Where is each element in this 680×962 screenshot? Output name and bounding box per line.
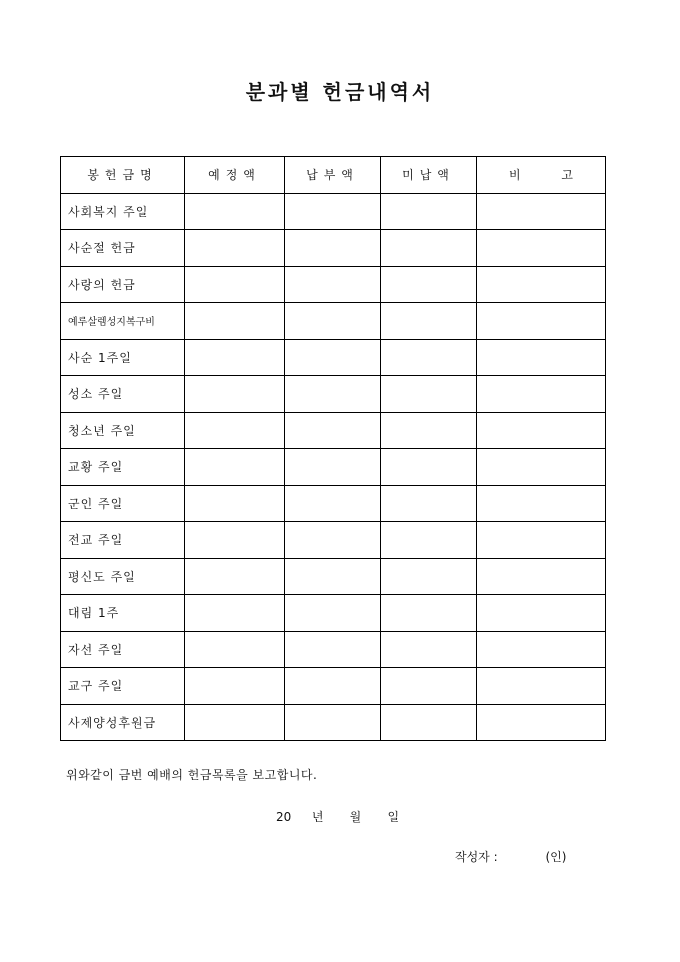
unpaid-cell[interactable] xyxy=(381,668,477,705)
remark-cell[interactable] xyxy=(477,668,606,705)
paid-cell[interactable] xyxy=(285,595,381,632)
header-remarks-left: 비 xyxy=(509,168,521,183)
table-row xyxy=(61,376,606,413)
planned-cell[interactable] xyxy=(185,266,285,303)
writer-line xyxy=(455,848,566,865)
header-remarks-right: 고 xyxy=(561,168,573,183)
table-row xyxy=(61,230,606,267)
table-row xyxy=(61,485,606,522)
planned-cell[interactable] xyxy=(185,412,285,449)
planned-cell[interactable] xyxy=(185,485,285,522)
planned-cell[interactable] xyxy=(185,303,285,340)
unpaid-cell[interactable] xyxy=(381,266,477,303)
unpaid-cell[interactable] xyxy=(381,558,477,595)
unpaid-cell[interactable] xyxy=(381,193,477,230)
paid-cell[interactable] xyxy=(285,668,381,705)
paid-cell[interactable] xyxy=(285,522,381,559)
unpaid-cell[interactable] xyxy=(381,522,477,559)
remark-cell[interactable] xyxy=(477,631,606,668)
table-row xyxy=(61,449,606,486)
offering-name: 대림 1주 xyxy=(61,595,185,632)
planned-cell[interactable] xyxy=(185,631,285,668)
offering-name: 청소년 주일 xyxy=(61,412,185,449)
planned-cell[interactable] xyxy=(185,595,285,632)
remark-cell[interactable] xyxy=(477,449,606,486)
planned-cell[interactable] xyxy=(185,558,285,595)
remark-cell[interactable] xyxy=(477,193,606,230)
table-row xyxy=(61,704,606,741)
seal-mark: (인) xyxy=(545,850,567,864)
offering-name: 군인 주일 xyxy=(61,485,185,522)
table-row xyxy=(61,339,606,376)
offering-name: 사제양성후원금 xyxy=(61,704,185,741)
planned-cell[interactable] xyxy=(185,704,285,741)
remark-cell[interactable] xyxy=(477,595,606,632)
paid-cell[interactable] xyxy=(285,230,381,267)
paid-cell[interactable] xyxy=(285,485,381,522)
remark-cell[interactable] xyxy=(477,303,606,340)
remark-cell[interactable] xyxy=(477,558,606,595)
table-row xyxy=(61,193,606,230)
paid-cell[interactable] xyxy=(285,558,381,595)
table-row xyxy=(61,303,606,340)
offering-name: 사순 1주일 xyxy=(61,339,185,376)
header-planned-amount: 예정액 xyxy=(185,157,285,194)
unpaid-cell[interactable] xyxy=(381,230,477,267)
unpaid-cell[interactable] xyxy=(381,485,477,522)
remark-cell[interactable] xyxy=(477,230,606,267)
remark-cell[interactable] xyxy=(477,704,606,741)
paid-cell[interactable] xyxy=(285,449,381,486)
remark-cell[interactable] xyxy=(477,266,606,303)
paid-cell[interactable] xyxy=(285,631,381,668)
paid-cell[interactable] xyxy=(285,266,381,303)
offering-name: 예루살렘성지복구비 xyxy=(61,303,185,340)
offering-name: 전교 주일 xyxy=(61,522,185,559)
paid-cell[interactable] xyxy=(285,339,381,376)
date-month-label: 월 xyxy=(349,810,362,824)
paid-cell[interactable] xyxy=(285,704,381,741)
remark-cell[interactable] xyxy=(477,339,606,376)
planned-cell[interactable] xyxy=(185,668,285,705)
unpaid-cell[interactable] xyxy=(381,595,477,632)
table-row xyxy=(61,558,606,595)
unpaid-cell[interactable] xyxy=(381,631,477,668)
unpaid-cell[interactable] xyxy=(381,303,477,340)
table-row xyxy=(61,266,606,303)
planned-cell[interactable] xyxy=(185,230,285,267)
date-year-label: 년 xyxy=(311,810,324,824)
offering-name: 사랑의 헌금 xyxy=(61,266,185,303)
planned-cell[interactable] xyxy=(185,339,285,376)
table-row xyxy=(61,595,606,632)
document-title: 분과별 헌금내역서 xyxy=(245,80,435,104)
offering-name: 교구 주일 xyxy=(61,668,185,705)
paid-cell[interactable] xyxy=(285,303,381,340)
planned-cell[interactable] xyxy=(185,193,285,230)
writer-label: 작성자 : xyxy=(455,850,498,864)
remark-cell[interactable] xyxy=(477,522,606,559)
unpaid-cell[interactable] xyxy=(381,704,477,741)
header-unpaid-amount: 미납액 xyxy=(381,157,477,194)
planned-cell[interactable] xyxy=(185,522,285,559)
header-remarks xyxy=(477,157,606,194)
date-line xyxy=(276,808,401,825)
report-statement: 위와같이 금번 예배의 헌금목록을 보고합니다. xyxy=(66,768,318,782)
offering-name: 자선 주일 xyxy=(61,631,185,668)
header-offering-name: 봉헌금명 xyxy=(61,157,185,194)
date-year-prefix: 20 xyxy=(276,810,292,824)
remark-cell[interactable] xyxy=(477,485,606,522)
table-row xyxy=(61,631,606,668)
offering-name: 사순절 헌금 xyxy=(61,230,185,267)
header-paid-amount: 납부액 xyxy=(285,157,381,194)
offering-name: 사회복지 주일 xyxy=(61,193,185,230)
offering-name: 평신도 주일 xyxy=(61,558,185,595)
offering-name: 교황 주일 xyxy=(61,449,185,486)
planned-cell[interactable] xyxy=(185,449,285,486)
remark-cell[interactable] xyxy=(477,412,606,449)
paid-cell[interactable] xyxy=(285,376,381,413)
table-row xyxy=(61,522,606,559)
unpaid-cell[interactable] xyxy=(381,376,477,413)
unpaid-cell[interactable] xyxy=(381,339,477,376)
table-header-row xyxy=(61,157,606,194)
table-row xyxy=(61,668,606,705)
unpaid-cell[interactable] xyxy=(381,412,477,449)
planned-cell[interactable] xyxy=(185,376,285,413)
offering-table xyxy=(60,156,606,741)
paid-cell[interactable] xyxy=(285,412,381,449)
date-day-label: 일 xyxy=(387,810,400,824)
table-row xyxy=(61,412,606,449)
paid-cell[interactable] xyxy=(285,193,381,230)
offering-name: 성소 주일 xyxy=(61,376,185,413)
remark-cell[interactable] xyxy=(477,376,606,413)
unpaid-cell[interactable] xyxy=(381,449,477,486)
